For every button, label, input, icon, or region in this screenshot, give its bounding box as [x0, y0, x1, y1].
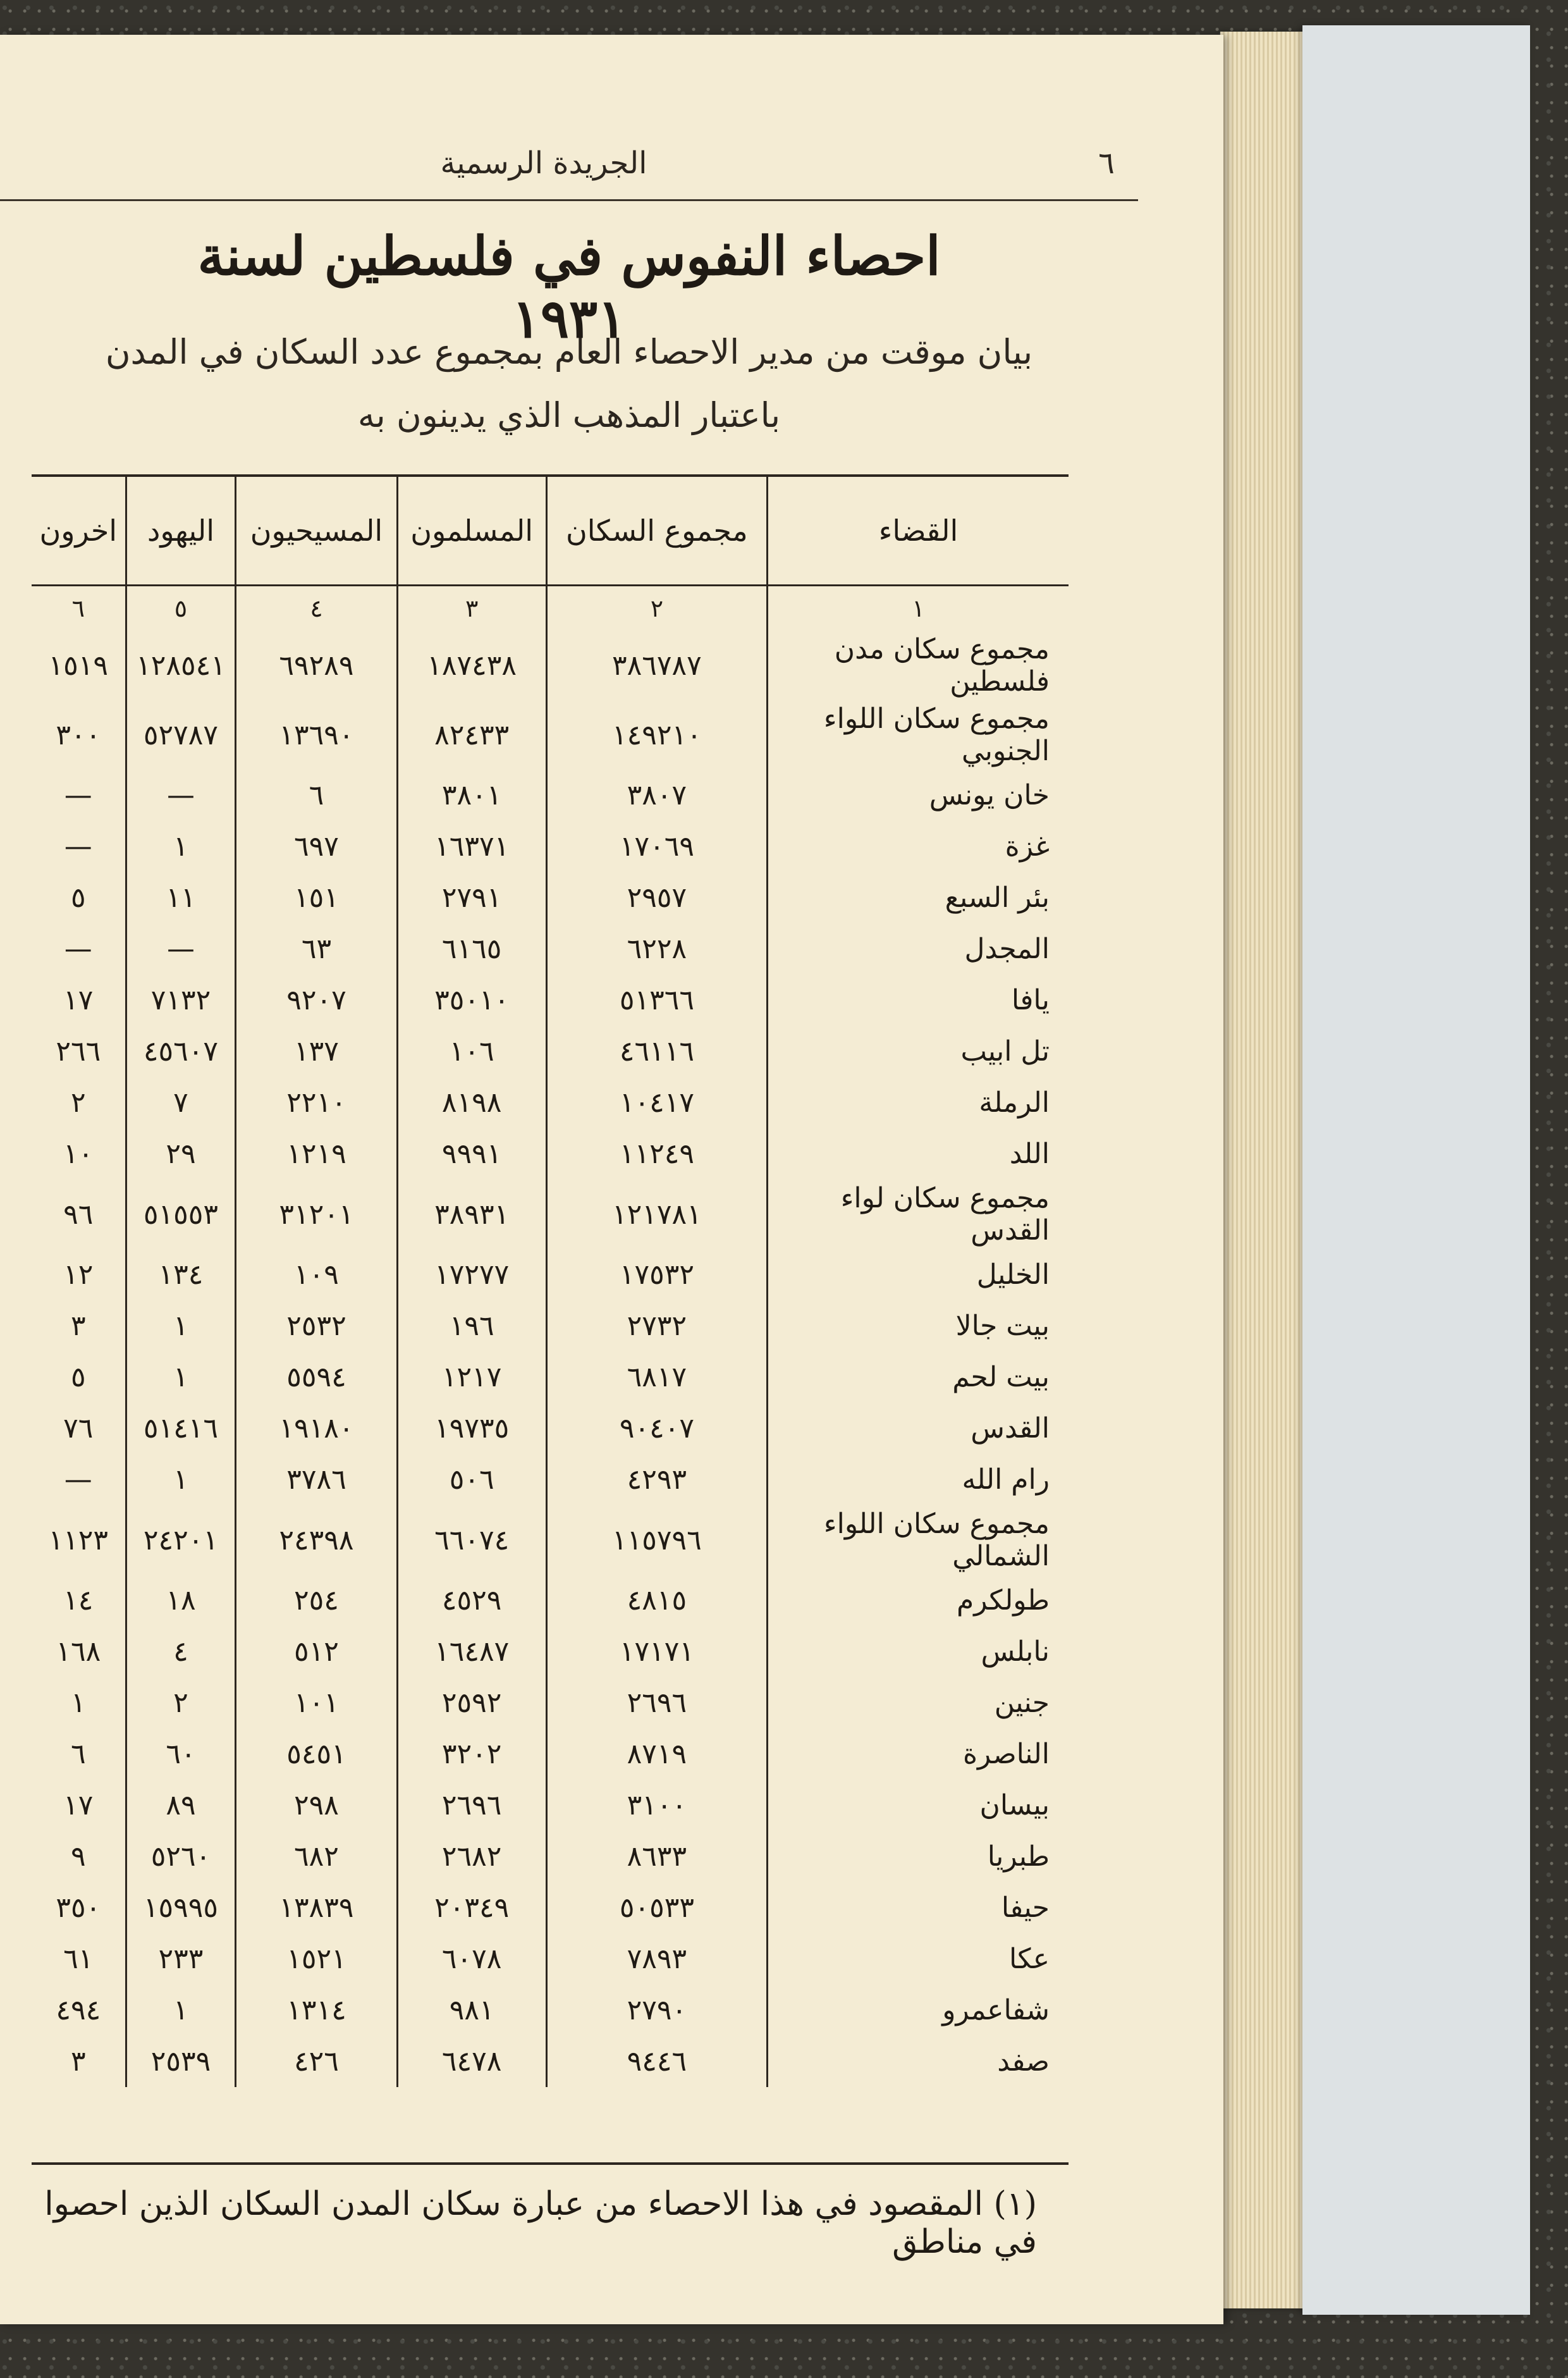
- column-number: ٣: [397, 586, 546, 631]
- total-cell: ٥١٣٦٦: [546, 975, 767, 1026]
- others-cell: —: [64, 779, 92, 811]
- total-cell: ٨٦٣٣: [546, 1831, 767, 1882]
- jews-cell: ١: [126, 1300, 236, 1352]
- muslims-cell: ٢٧٩١: [397, 872, 546, 923]
- table-row: [32, 2036, 1069, 2087]
- muslims-cell: ١٩٦: [397, 1300, 546, 1352]
- christians-cell: ٩٢٠٧: [236, 975, 397, 1026]
- jews-cell: ١: [126, 821, 236, 872]
- jews-cell: ٢٣٣: [126, 1933, 236, 1985]
- total-cell: ١٢١٧٨١: [546, 1180, 767, 1249]
- column-number: ١: [768, 586, 1069, 631]
- christians-cell: ٢٤٣٩٨: [236, 1505, 397, 1575]
- header-total: مجموع السكان: [546, 477, 767, 586]
- page-number: ٦: [1098, 145, 1115, 181]
- total-cell: ١٠٤١٧: [546, 1077, 767, 1128]
- muslims-cell: ٤٥٢٩: [397, 1575, 546, 1626]
- muslims-cell: ١٧٢٧٧: [397, 1249, 546, 1300]
- jews-cell: ٥١٤١٦: [126, 1403, 236, 1454]
- christians-cell: ١٣٧: [236, 1026, 397, 1077]
- total-cell: ٣١٠٠: [546, 1780, 767, 1831]
- christians-cell: ١٣١٤: [236, 1985, 397, 2036]
- others-cell: —: [64, 933, 92, 965]
- document-title: احصاء النفوس في فلسطين لسنة ١٩٣١: [197, 225, 941, 350]
- christians-cell: ٣١٢٠١: [236, 1180, 397, 1249]
- district-cell: الناصرة: [768, 1728, 1069, 1780]
- muslims-cell: ٩٨١: [397, 1985, 546, 2036]
- others-cell: ٦١: [63, 1943, 94, 1975]
- total-cell: ٢٩٥٧: [546, 872, 767, 923]
- table-row: [32, 1985, 1069, 2036]
- district-cell: صفد: [768, 2036, 1069, 2087]
- district-cell: مجموع سكان لواء القدس: [768, 1180, 1069, 1249]
- muslims-cell: ٣٨٠١: [397, 770, 546, 821]
- muslims-cell: ٢٦٩٦: [397, 1780, 546, 1831]
- gazette-page: [0, 35, 1223, 2324]
- christians-cell: ٣٧٨٦: [236, 1454, 397, 1505]
- others-cell: ٩: [70, 1840, 86, 1873]
- district-cell: شفاعمرو: [768, 1985, 1069, 2036]
- table-row: [32, 1403, 1069, 1454]
- christians-cell: ٦٨٢: [236, 1831, 397, 1882]
- others-cell: ٢٦٦: [56, 1035, 101, 1068]
- jews-cell: ٢٤٢٠١: [126, 1505, 236, 1575]
- christians-cell: ١٣٦٩٠: [236, 700, 397, 770]
- table-row-total: [32, 1505, 1069, 1575]
- district-cell: مجموع سكان مدن فلسطين: [768, 631, 1069, 700]
- population-table-frame: [32, 474, 1069, 2165]
- christians-cell: ١٠٩: [236, 1249, 397, 1300]
- others-cell: ٣: [70, 2045, 86, 2078]
- muslims-cell: ٨١٩٨: [397, 1077, 546, 1128]
- others-cell: ٦: [70, 1738, 86, 1770]
- muslims-cell: ١٦٤٨٧: [397, 1626, 546, 1677]
- district-cell: الخليل: [768, 1249, 1069, 1300]
- table-row: [32, 1933, 1069, 1985]
- district-cell: نابلس: [768, 1626, 1069, 1677]
- jews-cell: ٢٥٣٩: [126, 2036, 236, 2087]
- jews-cell: —: [126, 923, 236, 975]
- district-cell: رام الله: [768, 1454, 1069, 1505]
- total-cell: ٤٦١١٦: [546, 1026, 767, 1077]
- others-cell: ٥: [70, 1361, 86, 1393]
- christians-cell: ١٠١: [236, 1677, 397, 1728]
- muslims-cell: ٦٠٧٨: [397, 1933, 546, 1985]
- district-cell: بئر السبع: [768, 872, 1069, 923]
- district-cell: جنين: [768, 1677, 1069, 1728]
- subtitle-line-1: بيان موقت من مدير الاحصاء العام بمجموع عدد السكان في المدن: [105, 332, 1033, 372]
- table-row: [32, 770, 1069, 821]
- muslims-cell: ٢٥٩٢: [397, 1677, 546, 1728]
- christians-cell: ١٣٨٣٩: [236, 1882, 397, 1933]
- header-district: القضاء: [768, 477, 1069, 586]
- jews-cell: ٥٢٧٨٧: [126, 700, 236, 770]
- total-cell: ٨٧١٩: [546, 1728, 767, 1780]
- table-row: [32, 1352, 1069, 1403]
- district-cell: بيسان: [768, 1780, 1069, 1831]
- others-cell: ١١٢٣: [48, 1524, 109, 1556]
- total-cell: ٤٨١٥: [546, 1575, 767, 1626]
- muslims-cell: ٢٦٨٢: [397, 1831, 546, 1882]
- muslims-cell: ١٩٧٣٥: [397, 1403, 546, 1454]
- jews-cell: ٢: [126, 1677, 236, 1728]
- district-cell: يافا: [768, 975, 1069, 1026]
- column-number: ٥: [126, 586, 236, 631]
- christians-cell: ١٩١٨٠: [236, 1403, 397, 1454]
- jews-cell: ١١: [126, 872, 236, 923]
- header-christians: المسيحيون: [236, 477, 397, 586]
- others-cell: ٤٩٤: [56, 1994, 101, 2026]
- header-others: اخرون: [32, 477, 126, 586]
- total-cell: ٤٢٩٣: [546, 1454, 767, 1505]
- jews-cell: ١٨: [126, 1575, 236, 1626]
- district-cell: عكا: [768, 1933, 1069, 1985]
- district-cell: المجدل: [768, 923, 1069, 975]
- jews-cell: ٥٢٦٠: [126, 1831, 236, 1882]
- christians-cell: ٤٢٦: [236, 2036, 397, 2087]
- table-row: [32, 1882, 1069, 1933]
- christians-cell: ١٥٢١: [236, 1933, 397, 1985]
- column-number-row: [32, 586, 1069, 631]
- table-row: [32, 1077, 1069, 1128]
- total-cell: ٢٧٣٢: [546, 1300, 767, 1352]
- others-cell: ١٠: [63, 1138, 94, 1170]
- others-cell: ١٦٨: [56, 1636, 101, 1668]
- district-cell: مجموع سكان اللواء الجنوبي: [768, 700, 1069, 770]
- others-cell: ٣: [70, 1310, 86, 1342]
- others-cell: ١٧: [63, 1789, 94, 1821]
- total-cell: ٢٧٩٠: [546, 1985, 767, 2036]
- total-cell: ٣٨٦٧٨٧: [546, 631, 767, 700]
- others-cell: ٣٥٠: [56, 1892, 101, 1924]
- jews-cell: ٨٩: [126, 1780, 236, 1831]
- muslims-cell: ٦٤٧٨: [397, 2036, 546, 2087]
- others-cell: ٧٦: [63, 1412, 94, 1445]
- jews-cell: —: [126, 770, 236, 821]
- christians-cell: ٦٣: [236, 923, 397, 975]
- christians-cell: ٢٢١٠: [236, 1077, 397, 1128]
- jews-cell: ١: [126, 1985, 236, 2036]
- total-cell: ٥٠٥٣٣: [546, 1882, 767, 1933]
- table-row: [32, 872, 1069, 923]
- table-row: [32, 1575, 1069, 1626]
- others-cell: ٢: [70, 1087, 86, 1119]
- others-cell: ١٧: [63, 984, 94, 1016]
- jews-cell: ٧: [126, 1077, 236, 1128]
- muslims-cell: ٥٠٦: [397, 1454, 546, 1505]
- total-cell: ١١٥٧٩٦: [546, 1505, 767, 1575]
- jews-cell: ٥١٥٥٣: [126, 1180, 236, 1249]
- others-cell: ٩٦: [63, 1198, 94, 1231]
- christians-cell: ٦٩٢٨٩: [236, 631, 397, 700]
- page-header: [0, 111, 1138, 201]
- muslims-cell: ١٠٦: [397, 1026, 546, 1077]
- jews-cell: ١٥٩٩٥: [126, 1882, 236, 1933]
- total-cell: ٦٨١٧: [546, 1352, 767, 1403]
- others-cell: —: [64, 830, 92, 863]
- others-cell: —: [64, 1463, 92, 1496]
- running-title: الجريدة الرسمية: [440, 145, 647, 181]
- table-row: [32, 821, 1069, 872]
- jews-cell: ٧١٣٢: [126, 975, 236, 1026]
- others-cell: ١: [70, 1687, 86, 1719]
- christians-cell: ٥١٢: [236, 1626, 397, 1677]
- others-cell: ١٢: [63, 1259, 94, 1291]
- christians-cell: ٢٩٨: [236, 1780, 397, 1831]
- table-row: [32, 1454, 1069, 1505]
- table-row: [32, 1128, 1069, 1180]
- total-cell: ٩٠٤٠٧: [546, 1403, 767, 1454]
- muslims-cell: ١٦٣٧١: [397, 821, 546, 872]
- muslims-cell: ٣٨٩٣١: [397, 1180, 546, 1249]
- jews-cell: ١٢٨٥٤١: [126, 631, 236, 700]
- district-cell: طبريا: [768, 1831, 1069, 1882]
- muslims-cell: ٦١٦٥: [397, 923, 546, 975]
- district-cell: الرملة: [768, 1077, 1069, 1128]
- table-row-total: [32, 1180, 1069, 1249]
- table-row: [32, 1026, 1069, 1077]
- column-number: ٦: [71, 594, 85, 622]
- total-cell: ١٧٥٣٢: [546, 1249, 767, 1300]
- table-row-total: [32, 631, 1069, 700]
- jews-cell: ١: [126, 1454, 236, 1505]
- district-cell: مجموع سكان اللواء الشمالي: [768, 1505, 1069, 1575]
- header-muslims: المسلمون: [397, 477, 546, 586]
- christians-cell: ١٢١٩: [236, 1128, 397, 1180]
- christians-cell: ٥٥٩٤: [236, 1352, 397, 1403]
- header-jews: اليهود: [126, 477, 236, 586]
- total-cell: ١١٢٤٩: [546, 1128, 767, 1180]
- subtitle-line-2: باعتبار المذهب الذي يدينون به: [357, 395, 781, 435]
- table-row: [32, 1728, 1069, 1780]
- footnote: (١) المقصود في هذا الاحصاء من عبارة سكان المدن السكان الذين احصوا في مناطق: [44, 2185, 1037, 2261]
- column-number: ٢: [546, 586, 767, 631]
- table-row: [32, 1300, 1069, 1352]
- table-row: [32, 1626, 1069, 1677]
- jews-cell: ٦٠: [126, 1728, 236, 1780]
- total-cell: ٢٦٩٦: [546, 1677, 767, 1728]
- table-row: [32, 975, 1069, 1026]
- district-cell: بيت جالا: [768, 1300, 1069, 1352]
- district-cell: طولكرم: [768, 1575, 1069, 1626]
- district-cell: خان يونس: [768, 770, 1069, 821]
- total-cell: ٧٨٩٣: [546, 1933, 767, 1985]
- christians-cell: ١٥١: [236, 872, 397, 923]
- column-number: ٤: [236, 586, 397, 631]
- district-cell: بيت لحم: [768, 1352, 1069, 1403]
- jews-cell: ١: [126, 1352, 236, 1403]
- muslims-cell: ١٢١٧: [397, 1352, 546, 1403]
- table-row-total: [32, 700, 1069, 770]
- total-cell: ٣٨٠٧: [546, 770, 767, 821]
- others-cell: ١٤: [63, 1584, 94, 1617]
- jews-cell: ٤: [126, 1626, 236, 1677]
- district-cell: غزة: [768, 821, 1069, 872]
- table-row: [32, 923, 1069, 975]
- district-cell: القدس: [768, 1403, 1069, 1454]
- table-row: [32, 1780, 1069, 1831]
- district-cell: حيفا: [768, 1882, 1069, 1933]
- jews-cell: ٤٥٦٠٧: [126, 1026, 236, 1077]
- district-cell: تل ابيب: [768, 1026, 1069, 1077]
- total-cell: ١٧١٧١: [546, 1626, 767, 1677]
- table-header-row: [32, 477, 1069, 586]
- flyleaf-paper: [1302, 25, 1530, 2315]
- total-cell: ١٧٠٦٩: [546, 821, 767, 872]
- muslims-cell: ٢٠٣٤٩: [397, 1882, 546, 1933]
- muslims-cell: ٣٢٠٢: [397, 1728, 546, 1780]
- muslims-cell: ٣٥٠١٠: [397, 975, 546, 1026]
- christians-cell: ٢٥٤: [236, 1575, 397, 1626]
- muslims-cell: ٦٦٠٧٤: [397, 1505, 546, 1575]
- population-table: [32, 477, 1069, 2087]
- christians-cell: ٦٩٧: [236, 821, 397, 872]
- christians-cell: ٥٤٥١: [236, 1728, 397, 1780]
- muslims-cell: ٨٢٤٣٣: [397, 700, 546, 770]
- table-row: [32, 1677, 1069, 1728]
- christians-cell: ٦: [236, 770, 397, 821]
- muslims-cell: ٩٩٩١: [397, 1128, 546, 1180]
- others-cell: ٥: [70, 882, 86, 914]
- table-row: [32, 1831, 1069, 1882]
- christians-cell: ٢٥٣٢: [236, 1300, 397, 1352]
- total-cell: ٩٤٤٦: [546, 2036, 767, 2087]
- district-cell: اللد: [768, 1128, 1069, 1180]
- jews-cell: ١٣٤: [126, 1249, 236, 1300]
- jews-cell: ٢٩: [126, 1128, 236, 1180]
- table-row: [32, 1249, 1069, 1300]
- total-cell: ١٤٩٢١٠: [546, 700, 767, 770]
- total-cell: ٦٢٢٨: [546, 923, 767, 975]
- others-cell: ٣٠٠: [56, 718, 101, 751]
- others-cell: ١٥١٩: [48, 649, 109, 682]
- muslims-cell: ١٨٧٤٣٨: [397, 631, 546, 700]
